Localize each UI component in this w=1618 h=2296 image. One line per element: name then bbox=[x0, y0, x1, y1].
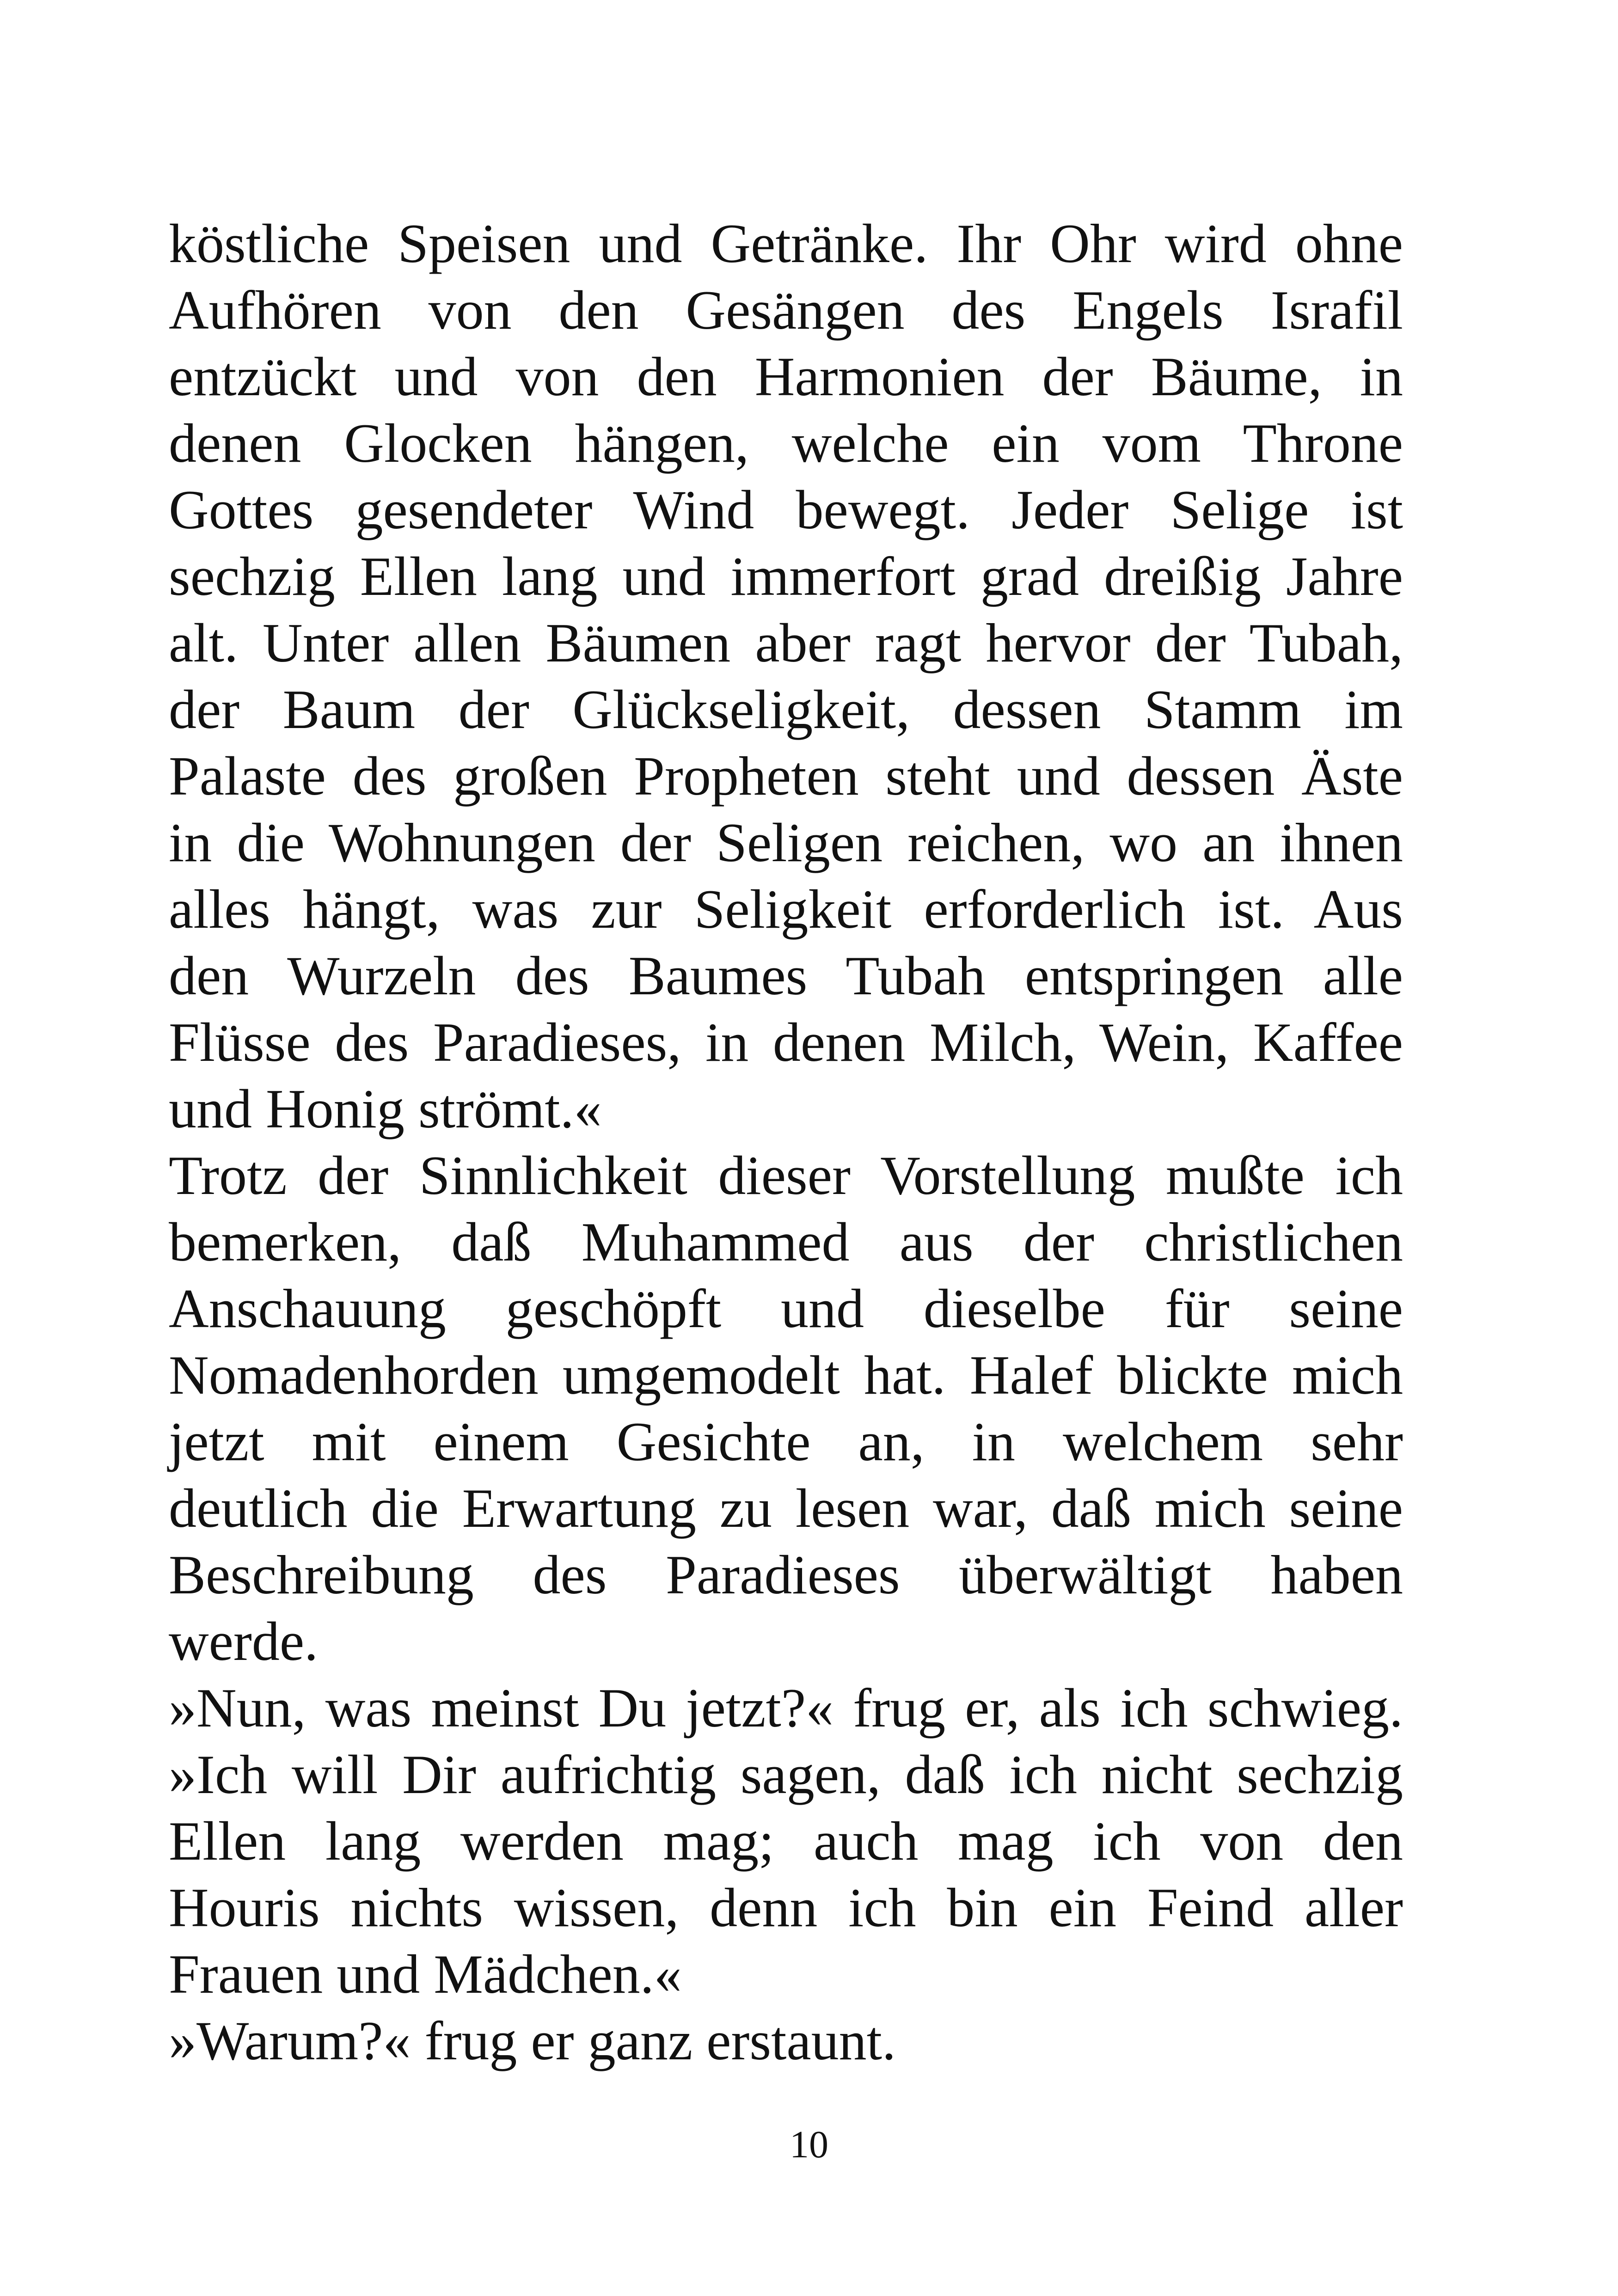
text-line: Nomadenhorden umgemodelt hat. Halef blickte mich bbox=[169, 1344, 1403, 1406]
text-line: Flüsse des Paradieses, in denen Milch, Wein, Kaffee bbox=[169, 1011, 1403, 1073]
text-line: Beschreibung des Paradieses überwältigt haben bbox=[169, 1544, 1403, 1605]
text-line: »Warum?« frug er ganz erstaunt. bbox=[169, 2010, 896, 2071]
text-line: den Wurzeln des Baumes Tubah entspringen alle bbox=[169, 945, 1403, 1006]
text-line: alles hängt, was zur Seligkeit erforderlich ist. Aus bbox=[169, 878, 1403, 940]
body-text bbox=[169, 210, 1403, 2074]
text-line: jetzt mit einem Gesichte an, in welchem sehr bbox=[169, 1411, 1403, 1472]
text-line: und Honig strömt.« bbox=[169, 1078, 602, 1139]
text-line: bemerken, daß Muhammed aus der christlichen bbox=[169, 1211, 1403, 1273]
text-line: denen Glocken hängen, welche ein vom Throne bbox=[169, 412, 1403, 474]
text-line: Aufhören von den Gesängen des Engels Israfil bbox=[169, 279, 1403, 341]
text-line: Frauen und Mädchen.« bbox=[169, 1943, 682, 2005]
text-line: Palaste des großen Propheten steht und dessen Äste bbox=[169, 745, 1403, 807]
text-line: Trotz der Sinnlichkeit dieser Vorstellung mußte ich bbox=[169, 1145, 1403, 1206]
text-line: Gottes gesendeter Wind bewegt. Jeder Selige ist bbox=[169, 479, 1403, 540]
text-line: werde. bbox=[169, 1610, 319, 1672]
text-line: »Ich will Dir aufrichtig sagen, daß ich nicht sechzig bbox=[169, 1744, 1403, 1805]
page-number: 10 bbox=[790, 2123, 828, 2166]
text-line: in die Wohnungen der Seligen reichen, wo an ihnen bbox=[169, 812, 1403, 873]
text-line: Houris nichts wissen, denn ich bin ein Feind aller bbox=[169, 1877, 1403, 1938]
text-line: der Baum der Glückseligkeit, dessen Stamm im bbox=[169, 679, 1403, 740]
text-line: sechzig Ellen lang und immerfort grad dreißig Jahre bbox=[169, 545, 1403, 607]
text-line: deutlich die Erwartung zu lesen war, daß mich seine bbox=[169, 1477, 1403, 1539]
text-line: Anschauung geschöpft und dieselbe für seine bbox=[169, 1278, 1403, 1339]
text-line: Ellen lang werden mag; auch mag ich von den bbox=[169, 1810, 1403, 1872]
text-line: »Nun, was meinst Du jetzt?« frug er, als ich schwieg. bbox=[169, 1677, 1403, 1739]
text-line: entzückt und von den Harmonien der Bäume, in bbox=[169, 346, 1403, 407]
text-line: alt. Unter allen Bäumen aber ragt hervor der Tubah, bbox=[169, 612, 1403, 673]
text-line: köstliche Speisen und Getränke. Ihr Ohr wird ohne bbox=[169, 213, 1403, 274]
